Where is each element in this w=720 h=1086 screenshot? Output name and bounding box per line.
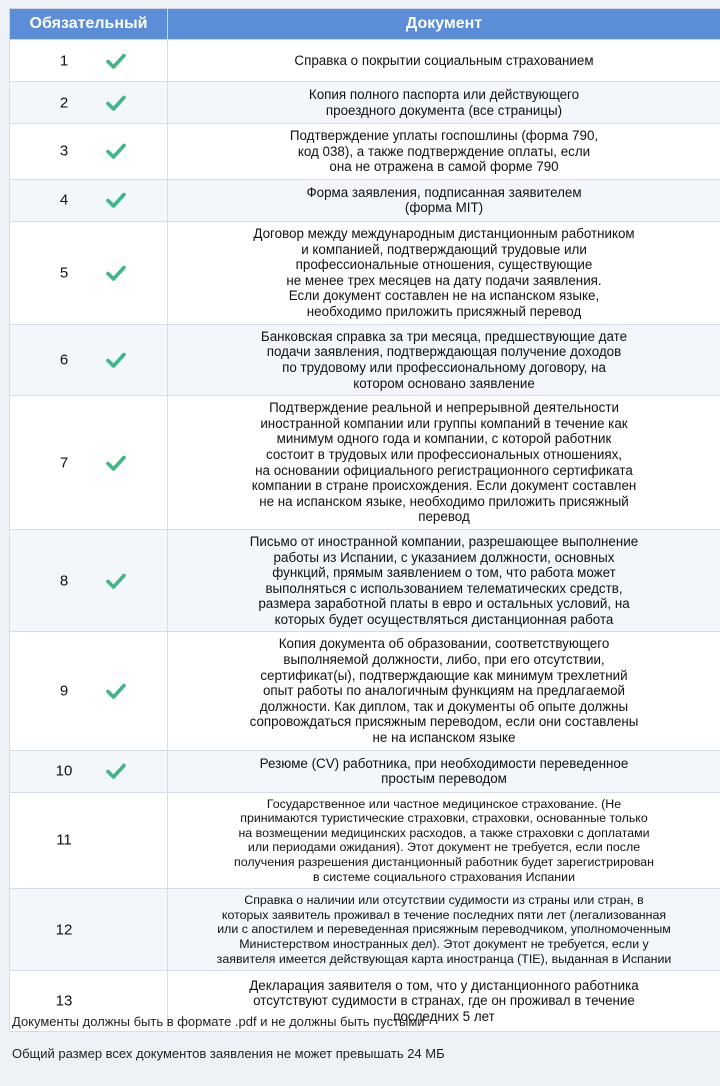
document-line: компании в стране происхождения. Если документ составлен (251, 478, 637, 494)
document-line: минимум одного года и компании, с которой работник (276, 431, 612, 447)
document-line: Справка о наличии или отсутствии судимости из страны или стран, в (244, 893, 644, 908)
row-number: 12 (55, 921, 73, 939)
row-number: 13 (55, 992, 73, 1010)
document-line: Договор между международным дистанционным работником (253, 226, 635, 241)
required-cell (10, 632, 168, 750)
check-icon (105, 351, 127, 369)
table-row (10, 396, 720, 530)
row-number: 8 (59, 572, 69, 590)
document-line: должности. Как диплом, так и документы об опыте должны (259, 698, 629, 714)
check-icon (105, 264, 127, 282)
document-description (168, 181, 720, 220)
check-icon (105, 454, 127, 472)
table-header-row (10, 9, 720, 40)
document-description (168, 752, 720, 791)
check-icon (105, 762, 127, 780)
document-line: и компанией, подтверждающий трудовые или (301, 241, 587, 257)
required-cell (10, 82, 168, 124)
note-size: Общий размер всех документов заявления не может превышать 24 МБ (12, 1046, 445, 1061)
document-line: простым переводом (381, 771, 507, 787)
document-description (168, 396, 720, 529)
document-cell (168, 82, 720, 124)
row-number: 1 (59, 52, 69, 69)
document-line: размера заработной платы в евро и остальных условий, на (258, 596, 630, 612)
document-description (168, 49, 720, 73)
table-row (10, 324, 720, 395)
document-line: Подтверждение уплаты госпошлины (форма 790, (289, 128, 599, 143)
document-line: не менее трех месяцев на дату подачи заявления. (286, 272, 602, 288)
document-line: Письмо от иностранной компании, разрешающее выполнение (249, 533, 639, 549)
document-line: принимаются туристические страховки, страховки, основанные только (240, 811, 648, 826)
required-cell (10, 221, 168, 324)
document-description (168, 83, 720, 122)
document-line: профессиональные отношения, существующие (295, 257, 593, 273)
document-line: подачи заявления, подтверждающая получение доходов (266, 344, 622, 360)
required-cell (10, 124, 168, 180)
document-line: или периодами ожидания). Этот документ не требуется, если после (247, 840, 641, 855)
row-number: 10 (55, 762, 73, 780)
document-line: котором основано заявление (353, 375, 535, 391)
document-description (168, 124, 720, 179)
table-body (10, 40, 720, 1032)
document-line: опыт работы по аналогичным функциям на предлагаемой (262, 683, 626, 699)
check-icon (105, 191, 127, 209)
document-cell (168, 889, 720, 971)
document-cell (168, 792, 720, 889)
document-line: по трудовому или профессиональному договору, на (282, 359, 606, 375)
row-number: 3 (59, 142, 69, 160)
check-icon (105, 52, 127, 70)
document-description (168, 632, 720, 749)
document-line: Государственное или частное медицинское страхование. (Не (266, 796, 622, 811)
document-line: выполняться с использованием телематических средств, (265, 580, 623, 596)
document-line: Справка о покрытии социальным страхованием (294, 52, 594, 68)
table-row (10, 792, 720, 889)
document-line: Декларация заявителя о том, что у дистанционного работника (249, 977, 639, 993)
check-icon (105, 142, 127, 160)
document-line: Резюме (CV) работника, при необходимости переведенное (259, 755, 629, 771)
document-line: иностранной компании или группы компаний в течение как (260, 415, 628, 431)
document-cell (168, 750, 720, 792)
document-line: Министерством иностранных дел). Этот документ не требуется, если у (239, 936, 649, 951)
document-line: получения разрешения дистанционный работник будет зарегистрирован (233, 855, 655, 869)
row-number: 11 (56, 831, 72, 849)
document-line: Банковская справка за три месяца, предшествующие дате (260, 328, 628, 344)
required-cell (10, 179, 168, 221)
document-line: в системе социального страхования Испании (313, 869, 575, 884)
document-line: не на испанском языке, необходимо приложить присяжный (259, 493, 629, 509)
note-format: Документы должны быть в формате .pdf и не должны быть пустыми (12, 1014, 425, 1029)
document-line: функций, прямым заявлением о том, что работа может (272, 565, 616, 581)
row-number: 2 (59, 94, 69, 111)
table-row (10, 632, 720, 750)
check-icon (105, 682, 127, 700)
document-line: Форма заявления, подписанная заявителем (306, 184, 582, 200)
document-line: работы из Испании, с указанием должности, основных (273, 549, 615, 565)
document-line: код 038), а также подтверждение оплаты, если (297, 143, 591, 159)
document-line: отсутствуют судимости в странах, где он проживал в течение (253, 993, 635, 1009)
table-row (10, 529, 720, 632)
document-description (168, 793, 720, 889)
required-cell (10, 750, 168, 792)
check-icon (105, 572, 127, 590)
document-cell (168, 124, 720, 180)
document-line: необходимо приложить присяжный перевод (306, 303, 582, 319)
notes (12, 1014, 712, 1078)
document-line: на возмещении медицинских расходов, а также страховки с доплатами (238, 825, 650, 840)
table-row (10, 889, 720, 971)
document-line: или с апостилем и переведенная присяжным переводчиком, уполномоченным (217, 922, 671, 937)
document-cell (168, 529, 720, 632)
document-line: заявителя имеется действующая карта иностранца (TIE), выданная в Испании (216, 951, 672, 966)
document-line: состоит в трудовых или профессиональных отношениях, (265, 446, 623, 462)
header-required: Обязательный (10, 9, 168, 40)
table-row (10, 221, 720, 324)
documents-table (9, 8, 720, 1032)
document-line: она не отражена в самой форме 790 (329, 159, 559, 175)
document-line: проездного документа (все страницы) (325, 102, 563, 118)
required-cell (10, 40, 168, 82)
table-row (10, 750, 720, 792)
document-description (168, 889, 720, 970)
document-description (168, 530, 720, 632)
document-cell (168, 396, 720, 530)
required-cell (10, 529, 168, 632)
document-line: (форма MIT) (404, 200, 484, 216)
document-line: выполняемой должности, либо, при его отсутствии, (283, 652, 605, 668)
document-line: Копия полного паспорта или действующего (308, 86, 580, 102)
check-icon (105, 94, 127, 112)
document-cell (168, 324, 720, 395)
document-line: Копия документа об образовании, соответствующего (278, 636, 610, 652)
row-number: 7 (59, 454, 69, 472)
required-cell (10, 396, 168, 530)
table-row (10, 40, 720, 82)
document-cell (168, 632, 720, 750)
table-row (10, 124, 720, 180)
document-line: которых будет осуществляться дистанционная работа (274, 611, 614, 627)
row-number: 9 (59, 682, 69, 700)
document-line: перевод (418, 509, 470, 525)
row-number: 5 (59, 264, 69, 282)
document-description (168, 222, 720, 324)
document-cell (168, 179, 720, 221)
document-description (168, 325, 720, 395)
document-line: на основании официального регистрационного сертификата (255, 462, 633, 478)
header-document: Документ (168, 9, 720, 40)
document-cell (168, 221, 720, 324)
document-line: Подтверждение реальной и непрерывной деятельности (269, 400, 619, 416)
document-line: последних 5 лет (393, 1008, 495, 1024)
row-number: 6 (59, 351, 69, 369)
document-cell (168, 40, 720, 82)
document-line: сертификат(ы), подтверждающие как минимум трехлетний (260, 667, 628, 683)
table-row (10, 82, 720, 124)
required-cell (10, 792, 168, 889)
document-line: Если документ составлен не на испанском языке, (288, 288, 600, 304)
document-line: не на испанском языке (372, 730, 516, 746)
required-cell (10, 889, 168, 971)
table-row (10, 179, 720, 221)
document-line: сопровождаться присяжным переводом, если они составлены (249, 714, 639, 730)
document-line: которых заявитель проживал в течение последних пяти лет (легализованная (221, 907, 667, 922)
row-number: 4 (59, 191, 69, 209)
required-cell (10, 324, 168, 395)
